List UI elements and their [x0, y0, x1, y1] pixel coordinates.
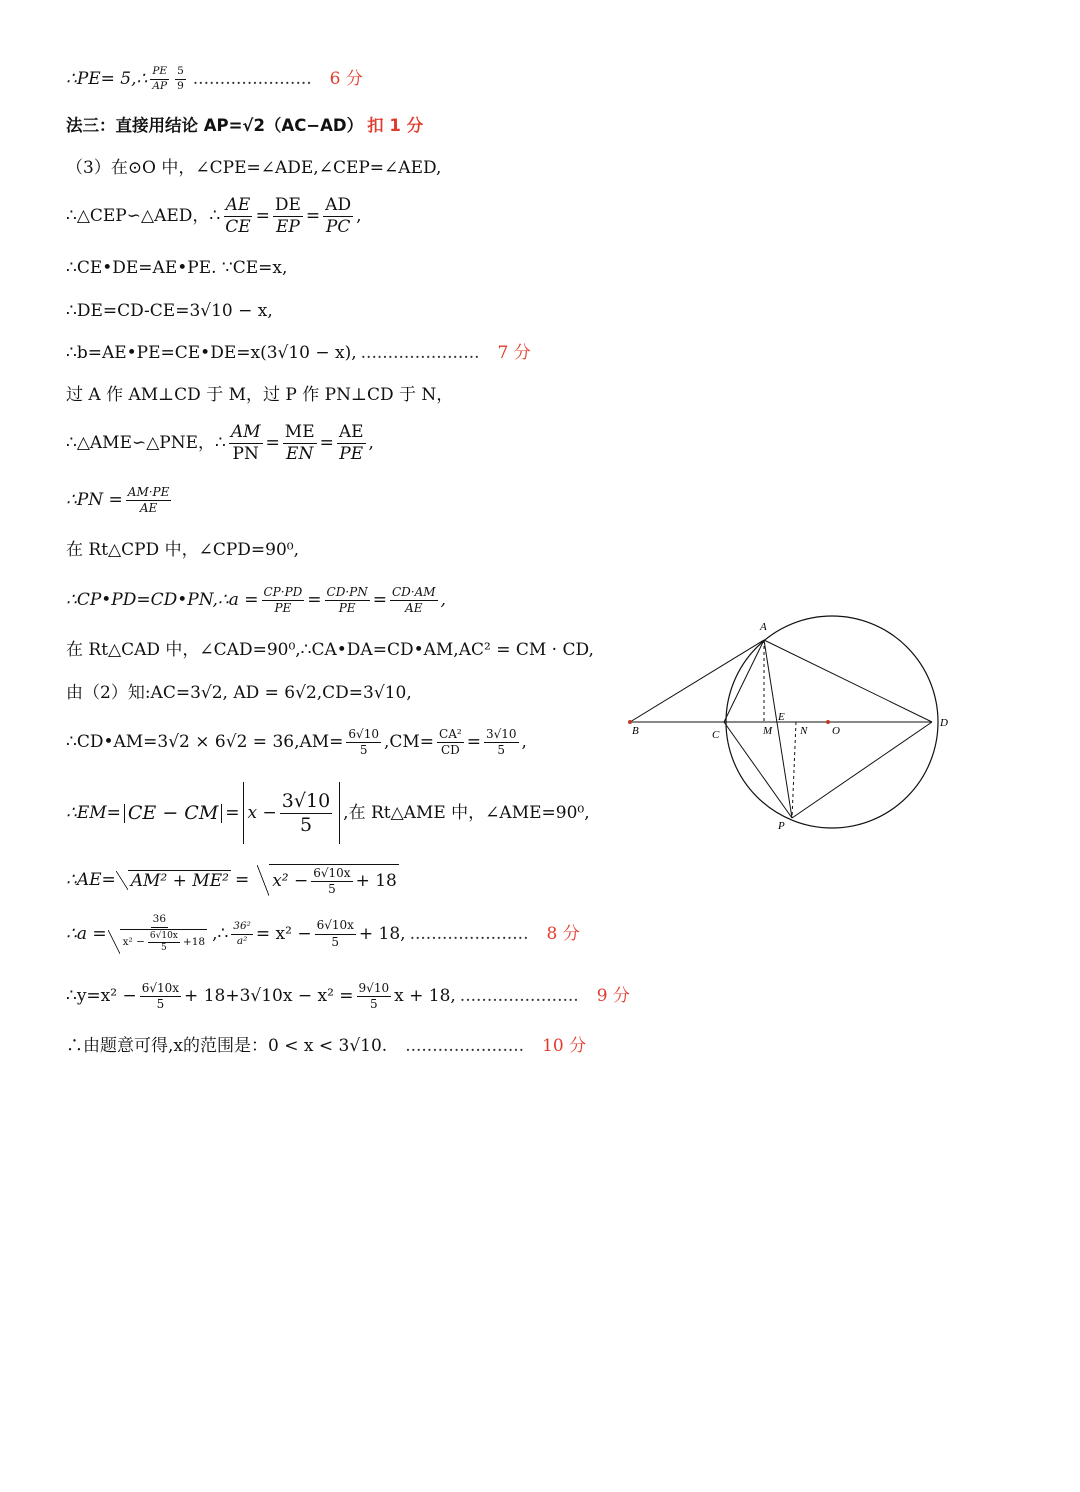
- label-o: O: [832, 725, 840, 737]
- right-triangle-cad: 在 Rt△CAD 中，∠CAD=90⁰,∴CA•DA=CD•AM,AC² = CM · CD,: [66, 640, 594, 660]
- fraction-6root10-5: $\frac{6√10}{5}$: [348, 727, 379, 758]
- method-three-heading: [66, 118, 423, 135]
- known-lengths: 由（2）知:AC=3√2, AD = 6√2,CD=3√10,: [66, 683, 412, 703]
- label-m: M: [763, 725, 773, 737]
- score-10: 10 分: [542, 1036, 587, 1056]
- fraction-ca2-cd: $\frac{\text{CA²}}{CD}$: [439, 727, 462, 758]
- fraction-cp-pd-pe: $\frac{CP\cdot PD}{PE}$: [263, 585, 303, 616]
- fraction-36sq-a2: $\frac{\text{36²}}{\text{a²}}$: [233, 920, 251, 947]
- de-expression: ∴DE=CD-CE=3√10 − x,: [66, 301, 273, 321]
- similar-triangles-cep-aed: ∴△CEP∽△AED，∴ $\frac{AE}{CE}$ = $\frac{DE}{EP}$ = $\frac{AD}{PC}$ ,: [66, 195, 362, 237]
- label-b: B: [632, 725, 639, 737]
- line-cp: [724, 722, 792, 818]
- sqrt-x2-expression: x² − $\frac{6√10x}{5}$ + 18: [269, 864, 399, 896]
- pn-formula: ∴PN = $\frac{AM\cdot PE}{AE}$: [66, 485, 170, 516]
- point-o: [826, 720, 830, 724]
- leader-dots: ......................: [459, 986, 579, 1007]
- leader-dots: ......................: [405, 1036, 525, 1056]
- label-d: D: [940, 717, 948, 729]
- fraction-cd-am-ae: $\frac{CD\cdot AM}{AE}$: [391, 585, 436, 616]
- b-expression: ∴b=AE•PE=CE•DE=x(3√10 − x), ...................... 7 分: [66, 343, 531, 363]
- ce-de-product: ∴CE•DE=AE•PE. ∵CE=x,: [66, 258, 288, 278]
- score-6: 6 分: [329, 68, 363, 89]
- y-expression: ∴y=x² − $\frac{6√10x}{5}$ + 18+3√10x − x² = $\frac{9√10}{5}$ x + 18, ...................... 9 分: [66, 981, 630, 1012]
- similar-triangles-ame-pne: ∴△AME∽△PNE，∴ $\frac{AM}{PN}$ = $\frac{ME}{EN}$ = $\frac{AE}{PE}$ ,: [66, 422, 374, 464]
- am-cm-values: ∴CD•AM=3√2 × 6√2 = 36,AM= $\frac{6√10}{5}$ ,CM= $\frac{\text{CA²}}{CD}$ = $\frac{3√10}{5}$ ,: [66, 727, 527, 758]
- fraction-am-pe-over-ae: $\frac{AM\cdot PE}{AE}$: [127, 485, 170, 516]
- label-p: P: [778, 820, 785, 832]
- deduct-1-score: 扣 1 分: [367, 116, 424, 135]
- a-formula: ∴CP•PD=CD•PN,∴a = $\frac{CP\cdot PD}{PE}$ = $\frac{CD\cdot PN}{PE}$ = $\frac{CD\cdot AM}{AE}$ ,: [66, 585, 446, 616]
- part-three-intro: [66, 160, 441, 177]
- right-triangle-cpd: 在 Rt△CPD 中，∠CPD=90⁰,: [66, 540, 300, 560]
- point-b: [628, 720, 632, 724]
- part-three-text: （3）在⊙O 中，∠CPE=∠ADE,∠CEP=∠AED,: [66, 158, 442, 178]
- fraction-36-over-root: 36 x² − $\frac{6√10x}{5}$ +18: [110, 914, 209, 954]
- pe-text: ∴PE= 5,∴: [66, 68, 148, 89]
- label-e: E: [778, 711, 785, 723]
- method-three-text: 法三：直接用结论 AP=√2（AC−AD）: [66, 116, 364, 135]
- line-pd: [792, 722, 932, 818]
- label-n: N: [800, 725, 808, 737]
- fraction-de-ep: $\frac{DE}{EP}$: [274, 195, 301, 237]
- sqrt-am2-me2: AM² + ME²: [128, 870, 231, 890]
- label-c: C: [712, 729, 720, 741]
- fraction-3root10-5: $\frac{3√10}{5}$: [485, 727, 517, 758]
- abs-x-minus: x − $\frac{3√10}{5}$: [243, 782, 341, 844]
- line-ad: [764, 640, 932, 722]
- geometry-diagram: [620, 612, 960, 837]
- a-squared-expression: ∴a = 36 x² − $\frac{6√10x}{5}$ +18 ,∴ $\frac{\text{36²}}{\text{a²}}$ = x² − $\frac{6√10x}{5}$ + 18, ...................... 8 分: [66, 913, 580, 954]
- leader-dots: ......................: [192, 68, 312, 89]
- fraction-am-pn: $\frac{AM}{PN}$: [230, 422, 261, 464]
- score-7: 7 分: [497, 343, 531, 363]
- fraction-ae-pe: $\frac{AE}{PE}$: [338, 422, 364, 464]
- fraction-ad-pc: $\frac{AD}{PC}$: [325, 195, 352, 237]
- line-pn-dashed: [792, 722, 796, 818]
- leader-dots: ......................: [409, 923, 529, 944]
- em-expression: ∴EM= CE − CM = x − $\frac{3√10}{5}$ ,在 Rt△AME 中，∠AME=90⁰,: [66, 782, 590, 844]
- leader-dots: ......................: [360, 343, 480, 363]
- score-8: 8 分: [546, 923, 580, 944]
- label-a: A: [760, 621, 767, 633]
- x-range: ∴由题意可得,x的范围是：0 < x < 3√10. ...................... 10 分: [66, 1036, 587, 1056]
- ae-expression: ∴AE= AM² + ME² = x² − $\frac{6√10x}{5}$ + 18: [66, 866, 397, 897]
- score-9: 9 分: [596, 986, 630, 1007]
- abs-ce-cm: CE − CM: [124, 804, 222, 823]
- fraction-me-en: $\frac{ME}{EN}$: [284, 422, 315, 464]
- fraction-cd-pn-pe: $\frac{CD\cdot PN}{PE}$: [326, 585, 368, 616]
- perpendiculars: 过 A 作 AM⊥CD 于 M，过 P 作 PN⊥CD 于 N，: [66, 385, 454, 405]
- fraction-5-9: $\frac{5}{9}$: [177, 65, 184, 92]
- line-pe-result: [66, 66, 363, 92]
- fraction-pe-ap: $\frac{PE}{AP}$: [152, 65, 168, 92]
- fraction-ae-ce: $\frac{AE}{CE}$: [225, 195, 251, 237]
